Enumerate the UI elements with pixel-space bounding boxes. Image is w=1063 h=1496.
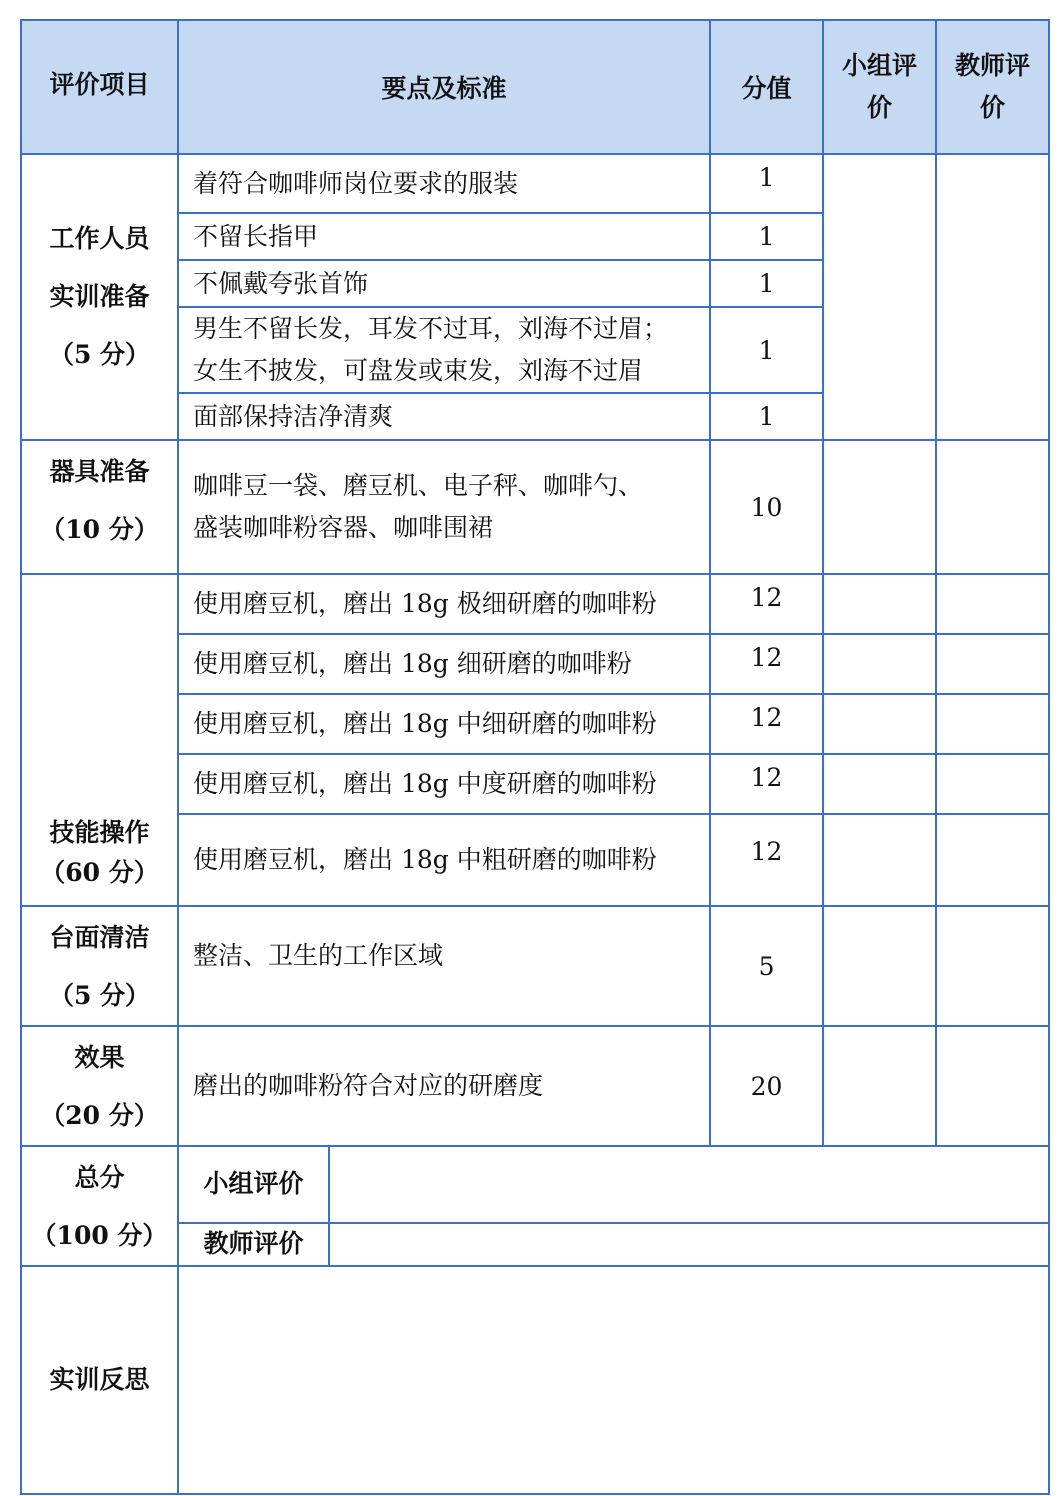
tools-title-line1: 器具准备 [49,457,150,486]
header-row [21,20,1049,154]
total-category [21,1146,178,1266]
reflection-content[interactable] [178,1266,1049,1494]
skill-points-3: 12 [710,694,823,754]
header-points: 分值 [710,20,823,154]
tools-row [21,440,1049,574]
skill-group-eval-cell-4[interactable] [823,754,936,814]
prep-criterion-1: 着符合咖啡师岗位要求的服装 [178,154,710,213]
prep-criterion-3: 不佩戴夸张首饰 [178,260,710,307]
skill-group-eval-cell-2[interactable] [823,634,936,694]
total-title-line2: （100 分） [31,1221,168,1250]
evaluation-table [20,19,1050,1495]
effect-title-line2: （20 分） [40,1101,159,1130]
tools-criterion-line1: 咖啡豆一袋、磨豆机、电子秤、咖啡勺、 [193,471,644,500]
prep-criterion-4-line1: 男生不留长发，耳发不过耳，刘海不过眉； [193,314,669,343]
total-title-line1: 总分 [74,1163,125,1192]
prep-title-line3: （5 分） [48,340,151,369]
prep-title-line2: 实训准备 [49,282,150,311]
prep-category [21,154,178,440]
skill-title-line2: （60 分） [40,858,159,887]
prep-group-eval-cell[interactable] [823,154,936,440]
skill-teacher-eval-cell-4[interactable] [936,754,1049,814]
evaluation-table-wrapper [20,19,1050,1495]
prep-criterion-2: 不留长指甲 [178,213,710,260]
skill-teacher-eval-cell-5[interactable] [936,814,1049,906]
prep-criterion-4 [178,307,710,393]
skill-criterion-5: 使用磨豆机，磨出 18g 中粗研磨的咖啡粉 [178,814,710,906]
header-group-eval [823,20,936,154]
reflection-row [21,1266,1049,1494]
tools-teacher-eval-cell[interactable] [936,440,1049,574]
effect-row [21,1026,1049,1146]
tools-criterion-line2: 盛装咖啡粉容器、咖啡围裙 [193,513,494,542]
clean-title-line1: 台面清洁 [49,923,150,952]
skill-criterion-1: 使用磨豆机，磨出 18g 极细研磨的咖啡粉 [178,574,710,634]
total-group-label: 小组评价 [178,1146,329,1223]
prep-title-line1: 工作人员 [49,224,150,253]
skill-points-1: 12 [710,574,823,634]
prep-points-4: 1 [710,307,823,393]
header-group-eval-line2: 价 [867,93,893,122]
skill-teacher-eval-cell-3[interactable] [936,694,1049,754]
skill-points-2: 12 [710,634,823,694]
skill-teacher-eval-cell-2[interactable] [936,634,1049,694]
tools-points: 10 [710,440,823,574]
clean-group-eval-cell[interactable] [823,906,936,1026]
header-item: 评价项目 [21,20,178,154]
clean-row [21,906,1049,1026]
total-teacher-value[interactable] [329,1223,1049,1266]
prep-points-1: 1 [710,154,823,213]
skill-group-eval-cell-3[interactable] [823,694,936,754]
skill-title-line1: 技能操作 [49,818,150,847]
skill-points-4: 12 [710,754,823,814]
prep-points-3: 1 [710,260,823,307]
prep-teacher-eval-cell[interactable] [936,154,1049,440]
skill-criterion-4: 使用磨豆机，磨出 18g 中度研磨的咖啡粉 [178,754,710,814]
header-teacher-eval-line1: 教师评 [955,51,1031,80]
prep-points-5: 1 [710,393,823,440]
skill-category [21,574,178,906]
skill-group-eval-cell-1[interactable] [823,574,936,634]
tools-group-eval-cell[interactable] [823,440,936,574]
prep-row-1 [21,154,1049,213]
header-teacher-eval [936,20,1049,154]
skill-group-eval-cell-5[interactable] [823,814,936,906]
clean-criterion: 整洁、卫生的工作区域 [178,906,710,1026]
effect-points: 20 [710,1026,823,1146]
clean-teacher-eval-cell[interactable] [936,906,1049,1026]
header-teacher-eval-line2: 价 [980,93,1006,122]
total-row-group [21,1146,1049,1223]
header-group-eval-line1: 小组评 [842,51,918,80]
effect-category [21,1026,178,1146]
clean-category [21,906,178,1026]
total-group-value[interactable] [329,1146,1049,1223]
total-teacher-label: 教师评价 [178,1223,329,1266]
skill-criterion-2: 使用磨豆机，磨出 18g 细研磨的咖啡粉 [178,634,710,694]
reflection-category: 实训反思 [21,1266,178,1494]
effect-title-line1: 效果 [74,1043,125,1072]
effect-criterion: 磨出的咖啡粉符合对应的研磨度 [178,1026,710,1146]
prep-points-2: 1 [710,213,823,260]
skill-row-1 [21,574,1049,634]
skill-teacher-eval-cell-1[interactable] [936,574,1049,634]
tools-criterion [178,440,710,574]
prep-criterion-5: 面部保持洁净清爽 [178,393,710,440]
effect-group-eval-cell[interactable] [823,1026,936,1146]
tools-title-line2: （10 分） [40,515,159,544]
skill-criterion-3: 使用磨豆机，磨出 18g 中细研磨的咖啡粉 [178,694,710,754]
header-criteria: 要点及标准 [178,20,710,154]
prep-criterion-4-line2: 女生不披发，可盘发或束发，刘海不过眉 [193,356,644,385]
clean-points: 5 [710,906,823,1026]
tools-category [21,440,178,574]
effect-teacher-eval-cell[interactable] [936,1026,1049,1146]
clean-title-line2: （5 分） [48,981,151,1010]
skill-points-5: 12 [710,814,823,906]
